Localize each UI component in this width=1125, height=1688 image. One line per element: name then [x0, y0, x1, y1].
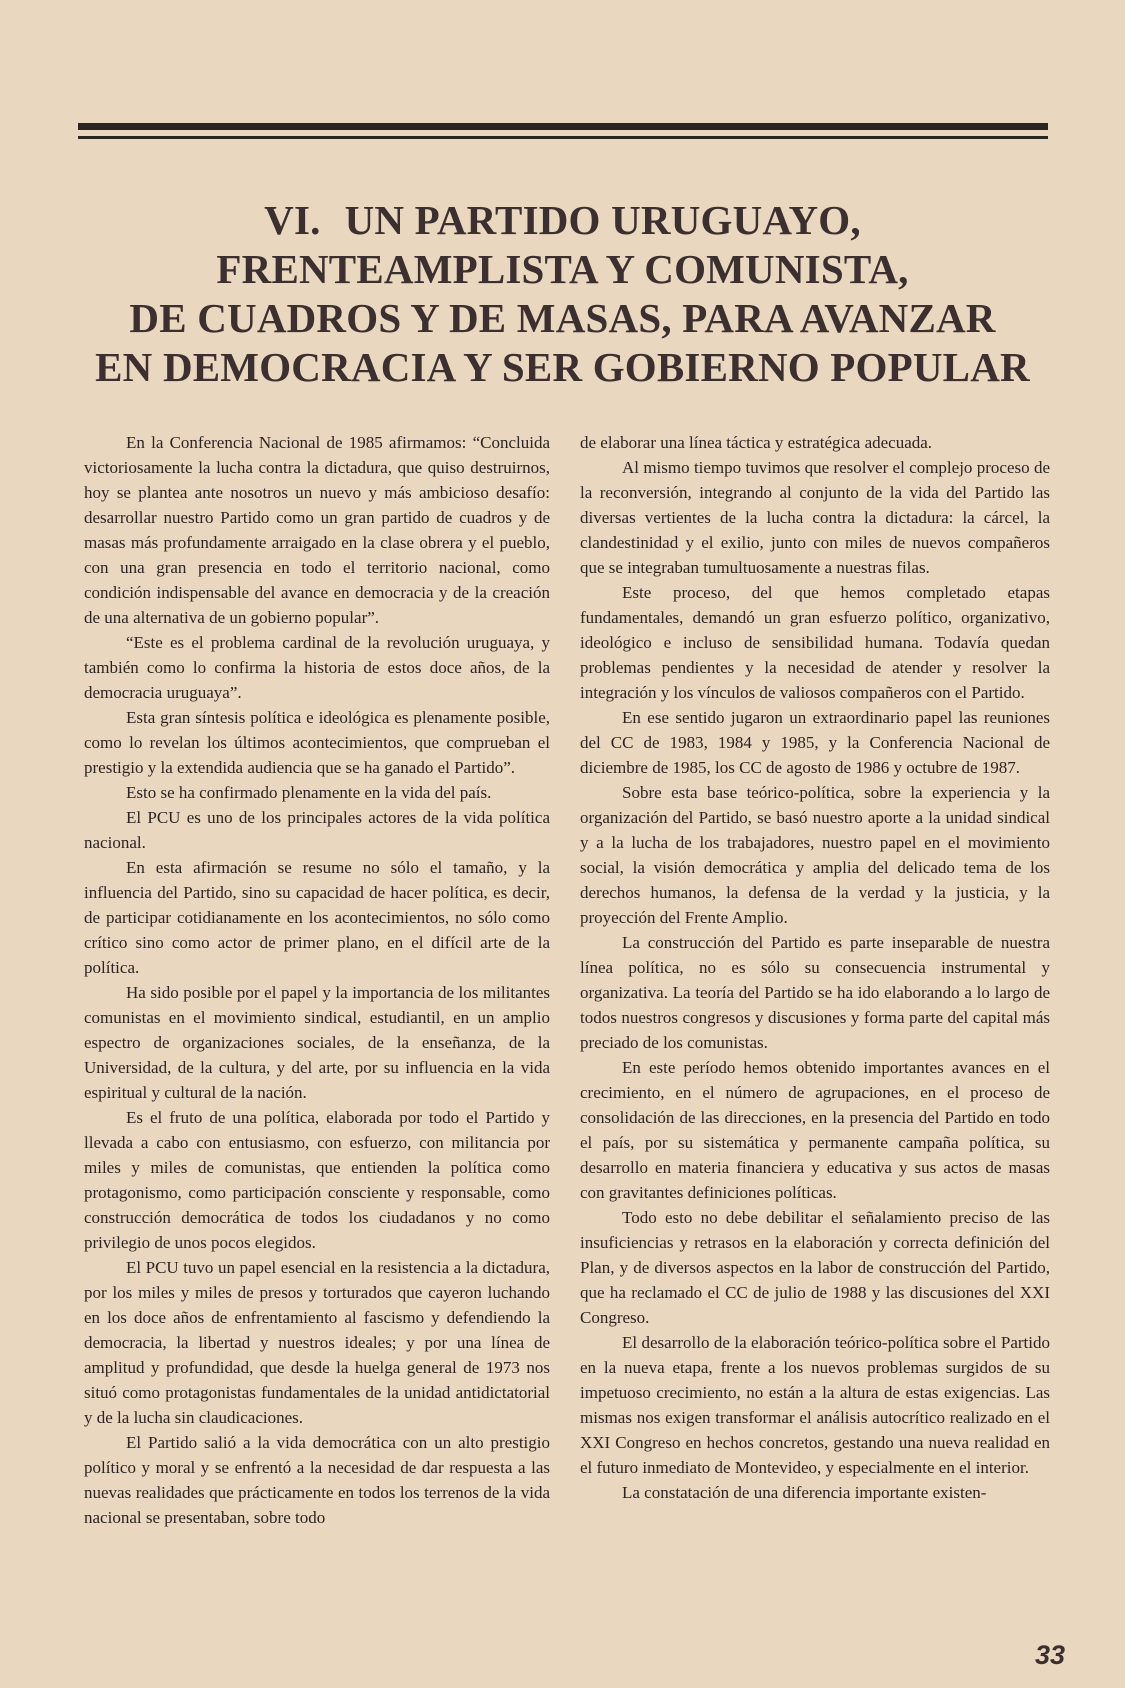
paragraph: Esta gran síntesis política e ideológica es plenamente posible, como lo revelan los últimos acontecimientos, que comprueban el prestigio y la extendida audiencia que se ha ganado el Partido”.: [84, 708, 550, 777]
paragraph: Ha sido posible por el papel y la importancia de los militantes comunistas en el movimiento sindical, estudiantil, en un amplio espectro de organizaciones sociales, de la enseñanza, de la Universidad, de la cultura, y del arte, por su influencia en la vida espiritual y cultural de la nación.: [84, 983, 550, 1102]
paragraph: La construcción del Partido es parte inseparable de nuestra línea política, no es sólo su consecuencia instrumental y organizativa. La teoría del Partido se ha ido elaborando a lo largo de todos nuestros congresos y discusiones y forma parte del capital más preciado de los comunistas.: [580, 933, 1050, 1052]
heading-line-2: FRENTEAMPLISTA Y COMUNISTA,: [216, 246, 909, 292]
paragraph: Es el fruto de una política, elaborada por todo el Partido y llevada a cabo con entusiasmo, con esfuerzo, con militancia por miles y miles de comunistas, que entienden la política como protagonismo, como participación consciente y responsable, como construcción democrática de todos los ciudadanos y no como privilegio de unos pocos elegidos.: [84, 1108, 550, 1252]
paragraph: Sobre esta base teórico-política, sobre la experiencia y la organización del Partido, se basó nuestro aporte a la unidad sindical y a la lucha de los trabajadores, nuestro papel en el movimiento social, la visión democrática y amplia del delicado tema de los derechos humanos, la defensa de la verdad y la justicia, y la proyección del Frente Amplio.: [580, 783, 1050, 927]
page-number: 33: [1034, 1640, 1065, 1670]
left-column: [84, 430, 550, 1530]
paragraph: En este período hemos obtenido importantes avances en el crecimiento, en el número de agrupaciones, en el proceso de consolidación de las direcciones, en la presencia del Partido en todo el país, por su sistemática y permanente campaña política, su desarrollo en materia financiera y educativa y sus actos de masas con gravitantes definiciones políticas.: [580, 1058, 1050, 1202]
heading-line-1: VI. UN PARTIDO URUGUAYO,: [264, 197, 861, 243]
paragraph: El desarrollo de la elaboración teórico-política sobre el Partido en la nueva etapa, frente a los nuevos problemas surgidos de su impetuoso crecimiento, no están a la altura de estas exigencias. Las mismas nos exigen transformar el análisis autocrítico realizado en el XXI Congreso en hechos concretos, gestando una nueva realidad en el futuro inmediato de Montevideo, y especialmente en el interior.: [580, 1333, 1050, 1477]
heading-line-3: DE CUADROS Y DE MASAS, PARA AVANZAR: [129, 295, 996, 341]
paragraph: El Partido salió a la vida democrática con un alto prestigio político y moral y se enfrentó a la necesidad de dar respuesta a las nuevas realidades que prácticamente en todos los terrenos de la vida nacional se presentaban, sobre todo: [84, 1433, 550, 1527]
paragraph: Esto se ha confirmado plenamente en la vida del país.: [126, 783, 492, 802]
paragraph: En la Conferencia Nacional de 1985 afirmamos: “Concluida victoriosamente la lucha contra la dictadura, que quiso destruirnos, hoy se plantea ante nosotros un nuevo y más ambicioso desafío: desarrollar nuestro Partido como un gran partido de cuadros y de masas más profundamente arraigado en la clase obrera y el pueblo, con una gran presencia en todo el territorio nacional, como condición indispensable del avance en democracia y de la creación de una alternativa de un gobierno popular”.: [84, 433, 550, 627]
chapter-heading: [40, 196, 1085, 392]
paragraph: El PCU tuvo un papel esencial en la resistencia a la dictadura, por los miles y miles de presos y torturados que cayeron luchando en los doce años de enfrentamiento al fascismo y defendiendo la democracia, la libertad y nuestros ideales; y por una línea de amplitud y profundidad, que desde la huelga general de 1973 nos situó como protagonistas fundamentales de la unidad antidictatorial y de la lucha sin claudicaciones.: [84, 1258, 550, 1427]
paragraph: El PCU es uno de los principales actores de la vida política nacional.: [84, 808, 550, 852]
paragraph: En ese sentido jugaron un extraordinario papel las reuniones del CC de 1983, 1984 y 1985, y la Conferencia Nacional de diciembre de 1985, los CC de agosto de 1986 y octubre de 1987.: [580, 708, 1050, 777]
paragraph: “Este es el problema cardinal de la revolución uruguaya, y también como lo confirma la historia de estos doce años, de la democracia uruguaya”.: [84, 633, 550, 702]
paragraph: La constatación de una diferencia importante existen-: [622, 1483, 987, 1502]
paragraph: En esta afirmación se resume no sólo el tamaño, y la influencia del Partido, sino su capacidad de hacer política, es decir, de participar cotidianamente en los acontecimientos, no sólo como crítico sino como actor de primer plano, en el difícil arte de la política.: [84, 858, 550, 977]
paragraph: Al mismo tiempo tuvimos que resolver el complejo proceso de la reconversión, integrando al conjunto de la vida del Partido las diversas vertientes de la lucha contra la dictadura: la cárcel, la clandestinidad y el exilio, junto con miles de nuevos compañeros que se integraban tumultuosamente a nuestras filas.: [580, 458, 1050, 577]
paragraph: Este proceso, del que hemos completado etapas fundamentales, demandó un gran esfuerzo político, organizativo, ideológico e incluso de sensibilidad humana. Todavía quedan problemas pendientes y la necesidad de atender y resolver la integración y los vínculos de valiosos compañeros con el Partido.: [580, 583, 1050, 702]
chapter-number: VI.: [264, 197, 321, 243]
heading-line-4: EN DEMOCRACIA Y SER GOBIERNO POPULAR: [95, 344, 1030, 390]
paragraph-continuation: de elaborar una línea táctica y estratégica adecuada.: [580, 433, 933, 452]
paragraph: Todo esto no debe debilitar el señalamiento preciso de las insuficiencias y retrasos en la elaboración y correcta definición del Plan, y de diversos aspectos en la labor de construcción del Partido, que ha reclamado el CC de julio de 1988 y las discusiones del XXI Congreso.: [580, 1208, 1050, 1327]
top-rule-thick: [78, 123, 1048, 130]
top-rule-thin: [78, 136, 1048, 139]
right-column: [580, 430, 1050, 1505]
